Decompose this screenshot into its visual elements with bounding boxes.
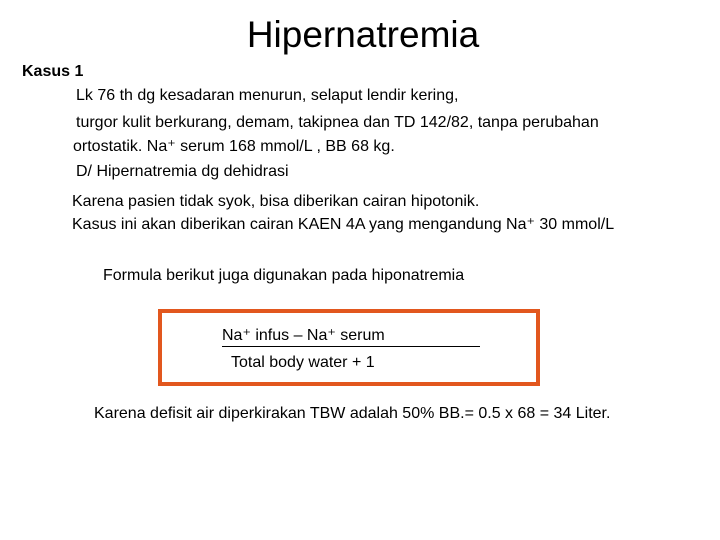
formula-denominator: Total body water + 1 <box>231 354 375 371</box>
slide-title: Hipernatremia <box>246 14 480 55</box>
formula-box <box>158 309 540 386</box>
treatment-line-1: Karena pasien tidak syok, bisa diberikan cairan hipotonik. <box>72 193 480 210</box>
fraction-line <box>222 346 480 347</box>
conclusion-line: Karena defisit air diperkirakan TBW adalah 50% BB.= 0.5 x 68 = 34 Liter. <box>94 405 611 422</box>
formula-intro: Formula berikut juga digunakan pada hiponatremia <box>103 267 465 284</box>
case-line-1: Lk 76 th dg kesadaran menurun, selaput lendir kering, <box>76 87 459 104</box>
formula-numerator: Na⁺ infus – Na⁺ serum <box>222 327 385 344</box>
case-line-3: ortostatik. Na⁺ serum 168 mmol/L , BB 68 kg. <box>73 138 395 155</box>
case-line-2: turgor kulit berkurang, demam, takipnea dan TD 142/82, tanpa perubahan <box>76 114 599 131</box>
diagnosis-line: D/ Hipernatremia dg dehidrasi <box>76 163 289 180</box>
case-label: Kasus 1 <box>22 63 84 80</box>
treatment-line-2: Kasus ini akan diberikan cairan KAEN 4A yang mengandung Na⁺ 30 mmol/L <box>72 216 615 233</box>
